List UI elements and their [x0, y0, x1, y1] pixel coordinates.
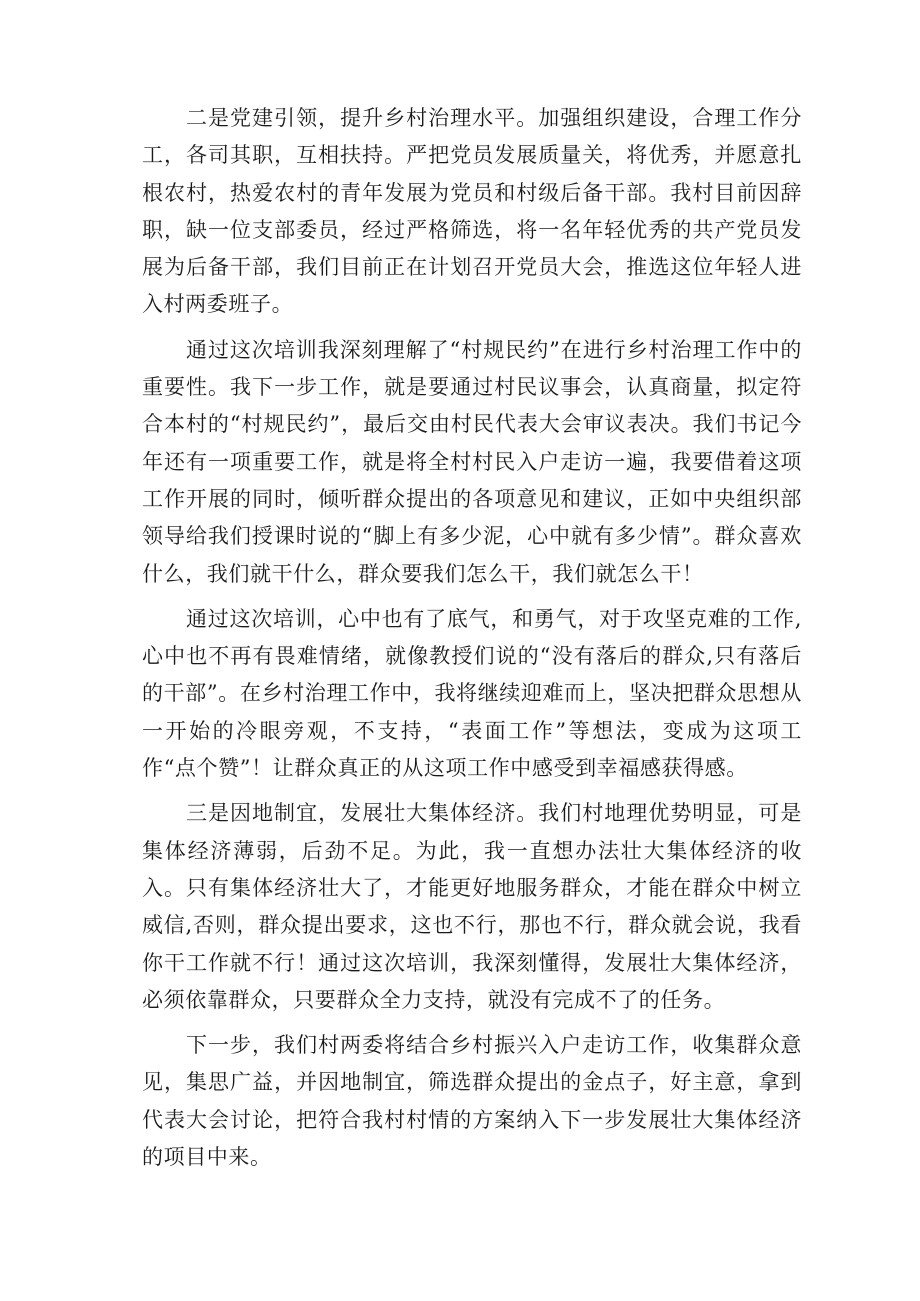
paragraph-village-rules: 通过这次培训我深刻理解了“村规民约”在进行乡村治理工作中的重要性。我下一步工作，就是要通过村民议事会，认真商量，拟定符合本村的“村规民约”，最后交由村民代表大会审议表决。我们书记今年还有一项重要工作，就是将全村村民入户走访一遍，我要借着这项工作开展的同时，倾听群众提出的各项意见和建议，正如中央组织部领导给我们授课时说的“脚上有多少泥，心中就有多少情”。群众喜欢什么，我们就干什么，群众要我们怎么干，我们就怎么干！	[142, 337, 802, 586]
paragraph-next-step: 下一步，我们村两委将结合乡村振兴入户走访工作，收集群众意见，集思广益，并因地制宜，筛选群众提出的金点子，好主意，拿到代表大会讨论，把符合我村村情的方案纳入下一步发展壮大集体经济的项目中来。	[142, 1033, 802, 1170]
paragraph-confidence: 通过这次培训，心中也有了底气，和勇气，对于攻坚克难的工作,心中也不再有畏难情绪，就像教授们说的“没有落后的群众,只有落后的干部”。在乡村治理工作中，我将继续迎难而上，坚决把群众思想从一开始的冷眼旁观，不支持，“表面工作”等想法，变成为这项工作“点个赞”！让群众真正的从这项工作中感受到幸福感获得感。	[142, 606, 802, 781]
document-body	[142, 100, 802, 1184]
paragraph-party-building: 二是党建引领，提升乡村治理水平。加强组织建设，合理工作分工，各司其职，互相扶持。严把党员发展质量关，将优秀，并愿意扎根农村，热爱农村的青年发展为党员和村级后备干部。我村目前因辞职，缺一位支部委员，经过严格筛选，将一名年轻优秀的共产党员发展为后备干部，我们目前正在计划召开党员大会，推选这位年轻人进入村两委班子。	[142, 106, 802, 317]
paragraph-collective-economy: 三是因地制宜，发展壮大集体经济。我们村地理优势明显，可是集体经济薄弱，后劲不足。为此，我一直想办法壮大集体经济的收入。只有集体经济壮大了，才能更好地服务群众，才能在群众中树立威信,否则，群众提出要求，这也不行，那也不行，群众就会说，我看你干工作就不行！通过这次培训，我深刻懂得，发展壮大集体经济，必须依靠群众，只要群众全力支持，就没有完成不了的任务。	[142, 801, 802, 1012]
